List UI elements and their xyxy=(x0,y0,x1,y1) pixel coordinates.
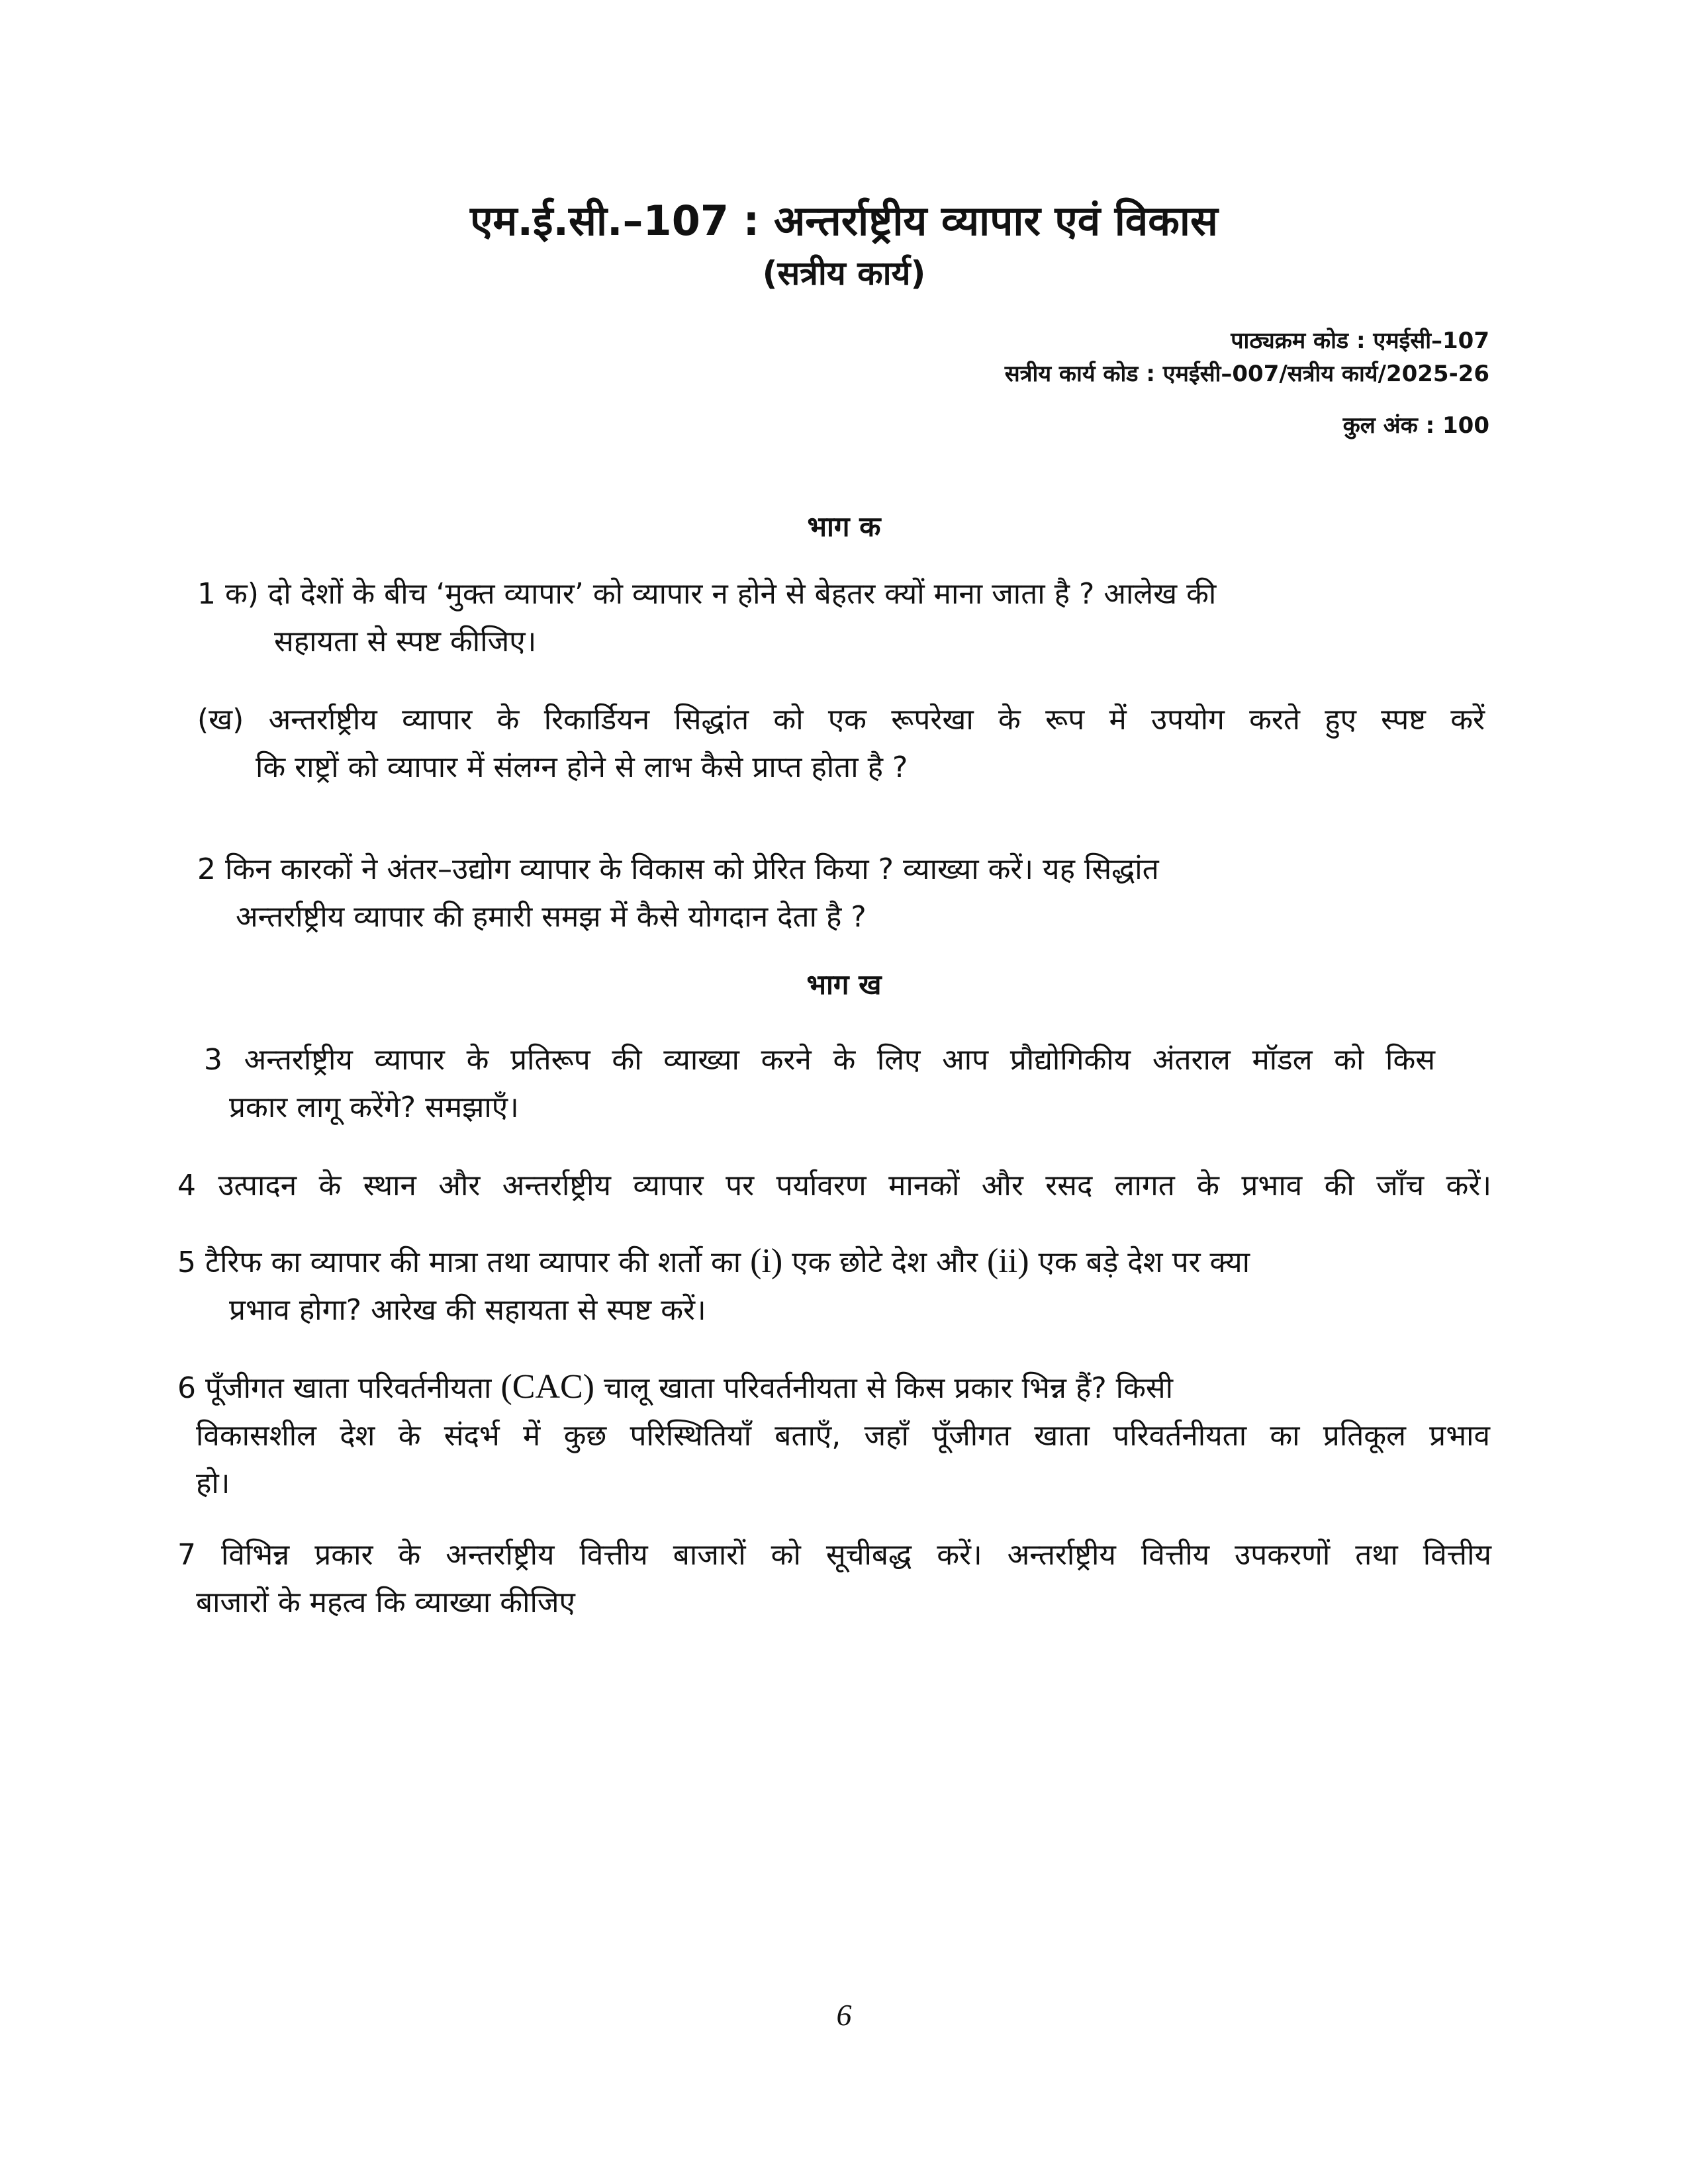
question-5-text-a: 5 टैरिफ का व्यापार की मात्रा तथा व्यापार की शर्तो का xyxy=(177,1246,751,1279)
page-number: 6 xyxy=(836,1998,852,2032)
question-5-text-c: एक बड़े देश पर क्या xyxy=(1029,1246,1250,1279)
question-7-line-1: 7 विभिन्न प्रकार के अन्तर्राष्ट्रीय वित्तीय बाजारों को सूचीबद्ध करें। अन्तर्राष्ट्रीय वित्तीय उपकरणों तथा वित्तीय xyxy=(177,1538,1491,1572)
question-6-line-2: विकासशील देश के संदर्भ में कुछ परिस्थितियाँ बताएँ, जहाँ पूँजीगत खाता परिवर्तनीयता का प्रतिकूल प्रभाव xyxy=(196,1419,1490,1453)
question-3-line-2: प्रकार लागू करेंगे? समझाएँ। xyxy=(229,1091,519,1124)
page-title: एम.ई.सी.–107 : अन्तर्राष्ट्रीय व्यापार एवं विकास xyxy=(470,197,1218,245)
question-6-line-3: हो। xyxy=(196,1467,230,1500)
question-1b-line-1: (ख) अन्तर्राष्ट्रीय व्यापार के रिकार्डियन सिद्धांत को एक रूपरेखा के रूप में उपयोग करते हुए स्पष्ट करें xyxy=(197,703,1485,737)
assignment-code: सत्रीय कार्य कोड : एमईसी–007/सत्रीय कार्य/2025-26 xyxy=(1004,361,1489,387)
question-5-roman-ii: (ii) xyxy=(987,1242,1029,1280)
question-1a-line-1: 1 क) दो देशों के बीच ‘मुक्त व्यापार’ को व्यापार न होने से बेहतर क्यों माना जाता है ? आलेख की xyxy=(197,577,1217,611)
question-5-text-b: एक छोटे देश और xyxy=(782,1246,988,1279)
question-4-line-1: 4 उत्पादन के स्थान और अन्तर्राष्ट्रीय व्यापार पर पर्यावरण मानकों और रसद लागत के प्रभाव की जाँच करें। xyxy=(177,1169,1491,1203)
section-heading-part-a: भाग क xyxy=(807,510,881,543)
course-code: पाठ्यक्रम कोड : एमईसी–107 xyxy=(1231,328,1489,354)
section-heading-part-b: भाग ख xyxy=(806,968,882,1001)
question-2-line-2: अन्तर्राष्ट्रीय व्यापार की हमारी समझ में कैसे योगदान देता है ? xyxy=(236,900,867,934)
question-6-text-a: 6 पूँजीगत खाता परिवर्तनीयता xyxy=(177,1371,501,1405)
question-1b-line-2: कि राष्ट्रों को व्यापार में संलग्न होने से लाभ कैसे प्राप्त होता है ? xyxy=(256,751,908,784)
question-7-line-2: बाजारों के महत्व कि व्याख्या कीजिए xyxy=(196,1586,575,1619)
question-5-line-1 xyxy=(177,1240,1250,1284)
page-subtitle: (सत्रीय कार्य) xyxy=(762,254,926,293)
question-6-abbreviation: (CAC) xyxy=(500,1368,594,1406)
total-marks: कुल अंक : 100 xyxy=(1342,412,1489,439)
question-5-roman-i: (i) xyxy=(750,1242,783,1280)
question-2-line-1: 2 किन कारकों ने अंतर–उद्योग व्यापार के विकास को प्रेरित किया ? व्याख्या करें। यह सिद्धांत xyxy=(197,852,1159,886)
question-6-line-1 xyxy=(177,1366,1173,1410)
question-3-line-1: 3 अन्तर्राष्ट्रीय व्यापार के प्रतिरूप की व्याख्या करने के लिए आप प्रौद्योगिकीय अंतराल मॉडल को किस xyxy=(204,1043,1435,1077)
question-5-line-2: प्रभाव होगा? आरेख की सहायता से स्पष्ट करें। xyxy=(229,1293,706,1327)
question-6-text-b: चालू खाता परिवर्तनीयता से किस प्रकार भिन्न हैं? किसी xyxy=(594,1371,1173,1405)
question-1a-line-2: सहायता से स्पष्ट कीजिए। xyxy=(274,625,537,659)
